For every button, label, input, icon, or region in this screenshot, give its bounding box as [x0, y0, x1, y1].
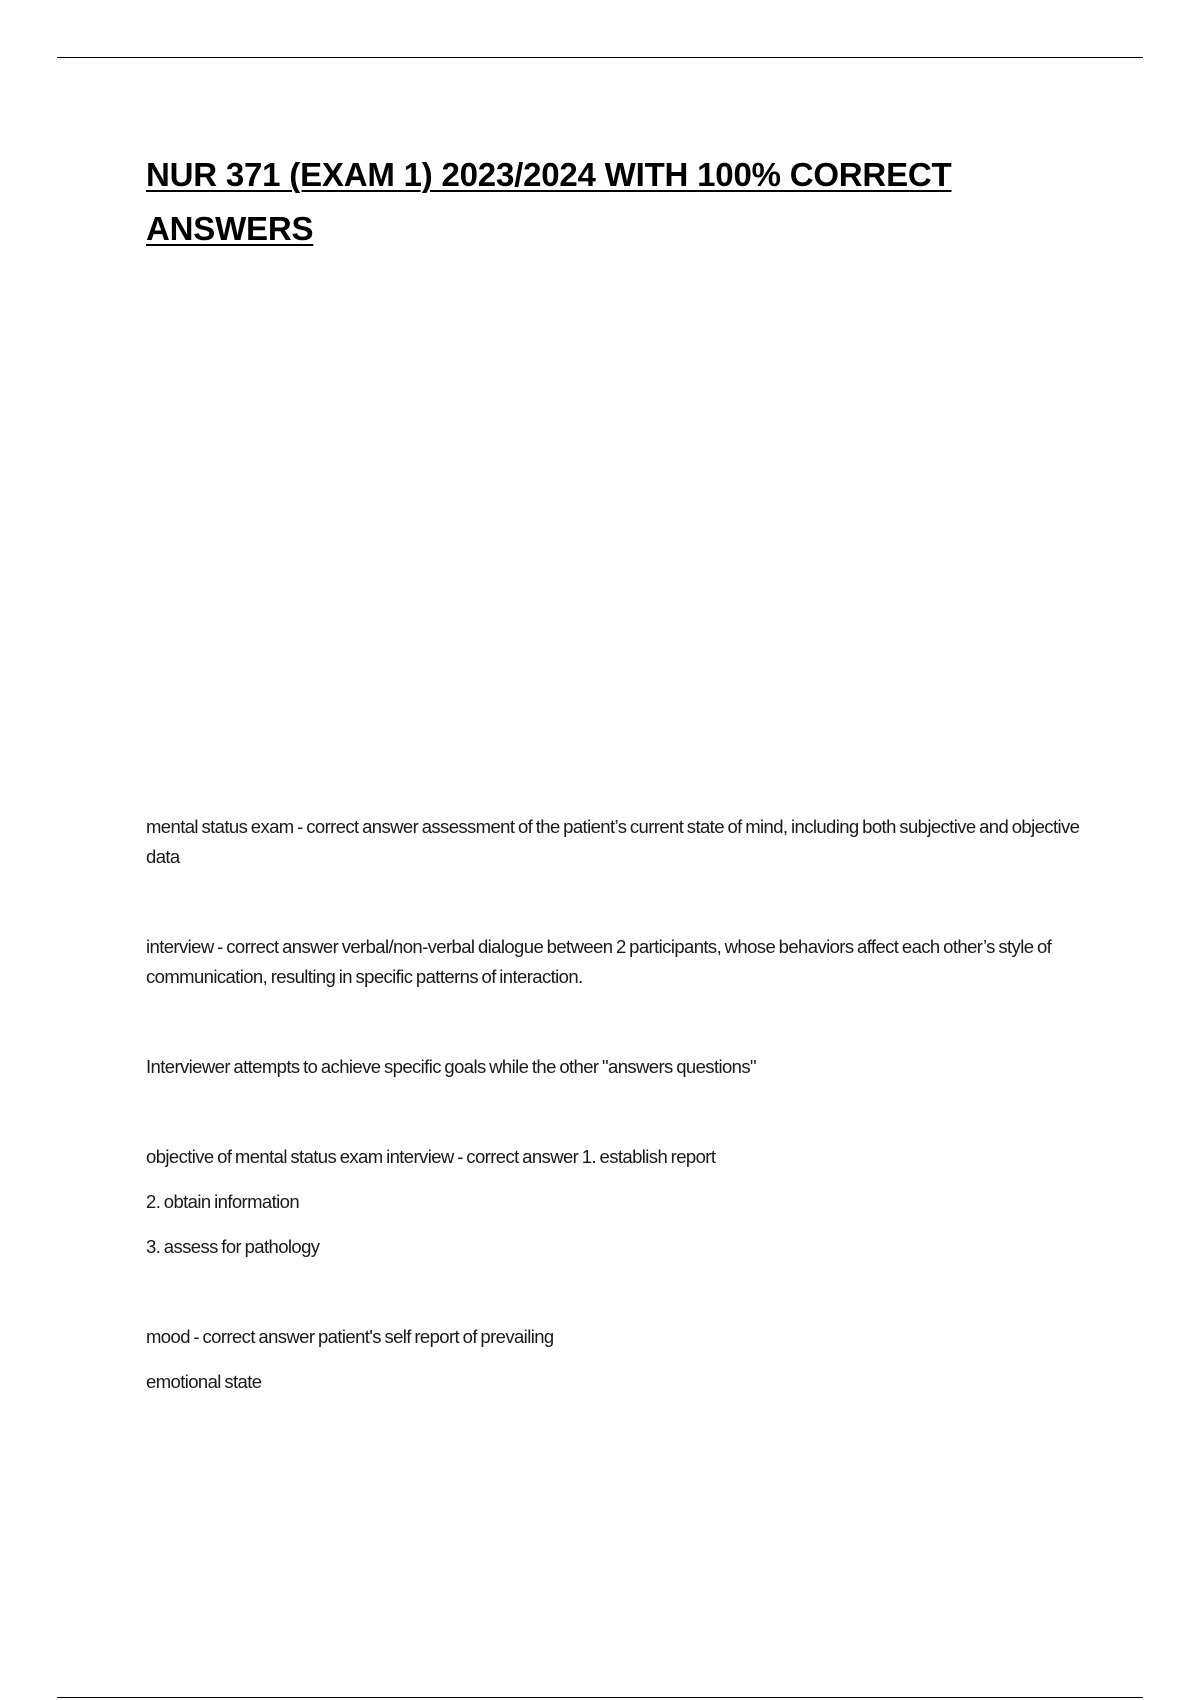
entry-text: interview - correct answer verbal/non-verbal dialogue between 2 participants, whose behaviors affect each other’s style of communication, resulting in specific patterns of interaction. [146, 936, 1052, 987]
bottom-rule [57, 1697, 1143, 1698]
qa-entry-mental-status-exam [146, 812, 1086, 872]
qa-entries [146, 812, 1086, 1397]
entry-list-item: 2. obtain information [146, 1191, 300, 1212]
qa-entry-objective-of-interview [146, 1142, 1086, 1262]
top-rule [57, 57, 1143, 58]
entry-text: mood - correct answer patient's self report of prevailing [146, 1326, 554, 1347]
entry-text: Interviewer attempts to achieve specific goals while the other "answers questions" [146, 1056, 756, 1077]
entry-text: mental status exam - correct answer assessment of the patient’s current state of mind, including both subjective and objective data [146, 816, 1080, 867]
qa-entry-interview [146, 932, 1086, 992]
document-title: NUR 371 (EXAM 1) 2023/2024 WITH 100% CORRECT ANSWERS [146, 156, 952, 247]
entry-text-continued: emotional state [146, 1371, 262, 1392]
qa-entry-interviewer-note [146, 1052, 1086, 1082]
entry-list-item: 3. assess for pathology [146, 1236, 320, 1257]
entry-text: objective of mental status exam interview - correct answer 1. establish report [146, 1146, 716, 1167]
qa-entry-mood [146, 1322, 1086, 1397]
